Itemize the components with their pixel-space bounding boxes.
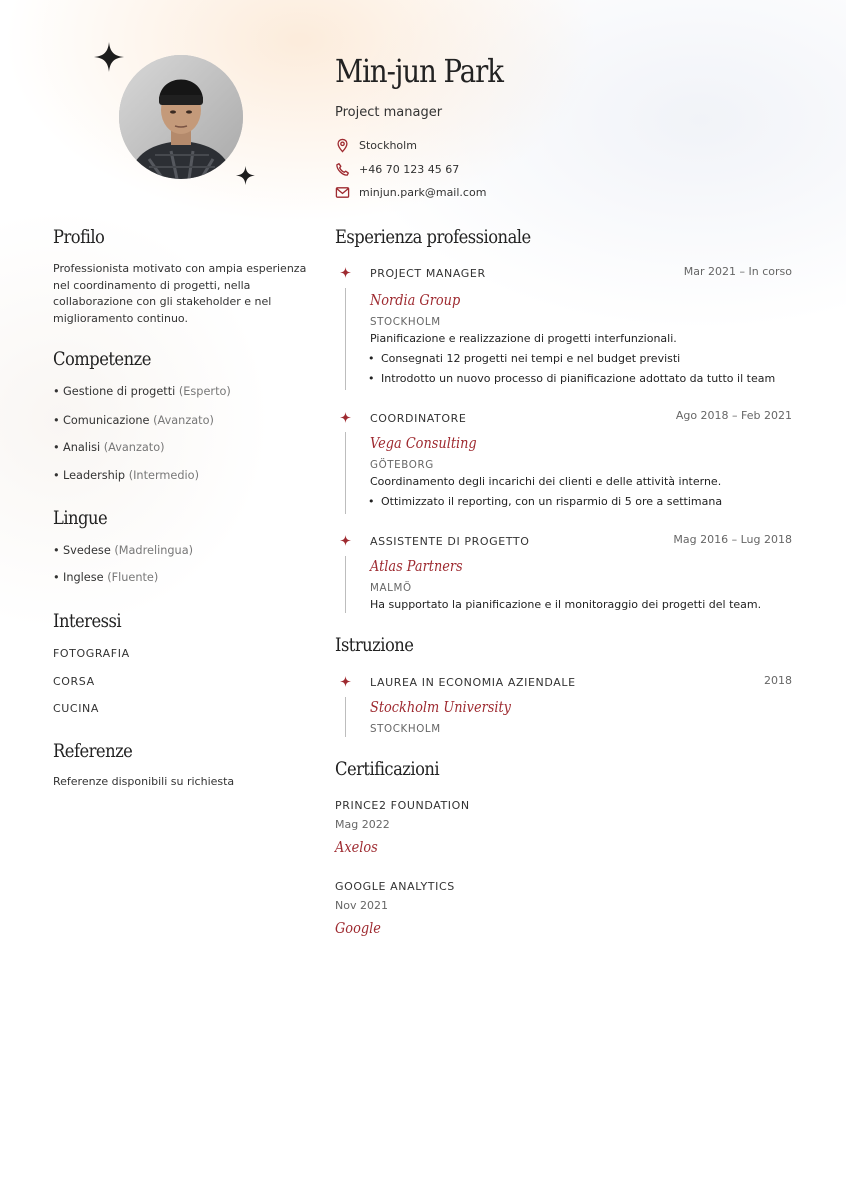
contact-location-text: Stockholm — [359, 139, 417, 152]
location-pin-icon — [335, 138, 350, 153]
sparkle-icon — [94, 42, 124, 72]
cert-date: Nov 2021 — [335, 899, 388, 912]
timeline-star-icon — [340, 267, 351, 278]
cert-issuer: Google — [335, 919, 381, 937]
languages-heading: Lingue — [53, 507, 108, 529]
timeline-star-icon — [340, 676, 351, 687]
phone-icon — [335, 162, 350, 177]
job-description: Coordinamento degli incarichi dei clienti e delle attività interne. — [370, 475, 722, 488]
job-city: MALMÖ — [370, 582, 412, 594]
timeline-line — [345, 556, 346, 613]
job-achievement: • Ottimizzato il reporting, con un risparmio di 5 ore a settimana — [368, 495, 723, 508]
cert-date: Mag 2022 — [335, 818, 390, 831]
education-city: STOCKHOLM — [370, 723, 441, 735]
sparkle-icon — [236, 166, 255, 185]
skill-item: • Comunicazione (Avanzato) — [53, 414, 214, 427]
timeline-line — [345, 697, 346, 737]
education-year: 2018 — [764, 674, 792, 687]
job-description: Pianificazione e realizzazione di progetti interfunzionali. — [370, 332, 677, 345]
cert-name: GOOGLE ANALYTICS — [335, 880, 455, 893]
candidate-title: Project manager — [335, 105, 443, 120]
job-dates: Ago 2018 – Feb 2021 — [675, 409, 792, 422]
job-dates: Mag 2016 – Lug 2018 — [673, 533, 792, 546]
skills-heading: Competenze — [53, 348, 151, 370]
language-item: • Inglese (Fluente) — [53, 571, 159, 584]
skill-item: • Gestione di progetti (Esperto) — [53, 385, 231, 398]
contact-phone-text: +46 70 123 45 67 — [359, 163, 460, 176]
skill-item: • Leadership (Intermedio) — [53, 469, 199, 482]
job-city: GÖTEBORG — [370, 459, 434, 471]
skill-item: • Analisi (Avanzato) — [53, 441, 165, 454]
job-achievement: • Introdotto un nuovo processo di pianificazione adottato da tutto il team — [368, 372, 776, 385]
interest-item: FOTOGRAFIA — [53, 647, 130, 660]
cert-name: PRINCE2 FOUNDATION — [335, 799, 470, 812]
interest-item: CORSA — [53, 675, 95, 688]
job-company: Atlas Partners — [370, 557, 463, 575]
job-city: STOCKHOLM — [370, 316, 441, 328]
job-company: Nordia Group — [370, 291, 461, 309]
education-heading: Istruzione — [335, 634, 414, 656]
cert-issuer: Axelos — [335, 838, 378, 856]
certifications-heading: Certificazioni — [335, 758, 440, 780]
references-text: Referenze disponibili su richiesta — [53, 775, 235, 788]
interest-item: CUCINA — [53, 702, 100, 715]
job-role: PROJECT MANAGER — [370, 267, 486, 280]
job-role: ASSISTENTE DI PROGETTO — [370, 535, 530, 548]
timeline-line — [345, 432, 346, 514]
job-dates: Mar 2021 – In corso — [683, 265, 792, 278]
references-heading: Referenze — [53, 740, 133, 762]
education-degree: LAUREA IN ECONOMIA AZIENDALE — [370, 676, 576, 689]
contact-location — [335, 138, 417, 153]
job-company: Vega Consulting — [370, 434, 477, 452]
timeline-line — [345, 288, 346, 390]
education-school: Stockholm University — [370, 698, 511, 716]
job-role: COORDINATORE — [370, 412, 467, 425]
language-item: • Svedese (Madrelingua) — [53, 544, 194, 557]
job-description: Ha supportato la pianificazione e il monitoraggio dei progetti del team. — [370, 598, 762, 611]
candidate-name: Min-jun Park — [335, 52, 503, 90]
profile-photo — [119, 55, 243, 179]
profile-heading: Profilo — [53, 226, 105, 248]
contact-email-text: minjun.park@mail.com — [359, 186, 487, 199]
timeline-star-icon — [340, 535, 351, 546]
timeline-star-icon — [340, 412, 351, 423]
contact-email — [335, 185, 486, 200]
interests-heading: Interessi — [53, 610, 122, 632]
contact-phone — [335, 162, 459, 177]
experience-heading: Esperienza professionale — [335, 226, 531, 248]
job-achievement: • Consegnati 12 progetti nei tempi e nel budget previsti — [368, 352, 681, 365]
mail-icon — [335, 185, 350, 200]
profile-text: Professionista motivato con ampia esperienza nel coordinamento di progetti, nella collaborazione con gli stakeholder e nel miglioramento continuo. — [53, 262, 307, 325]
